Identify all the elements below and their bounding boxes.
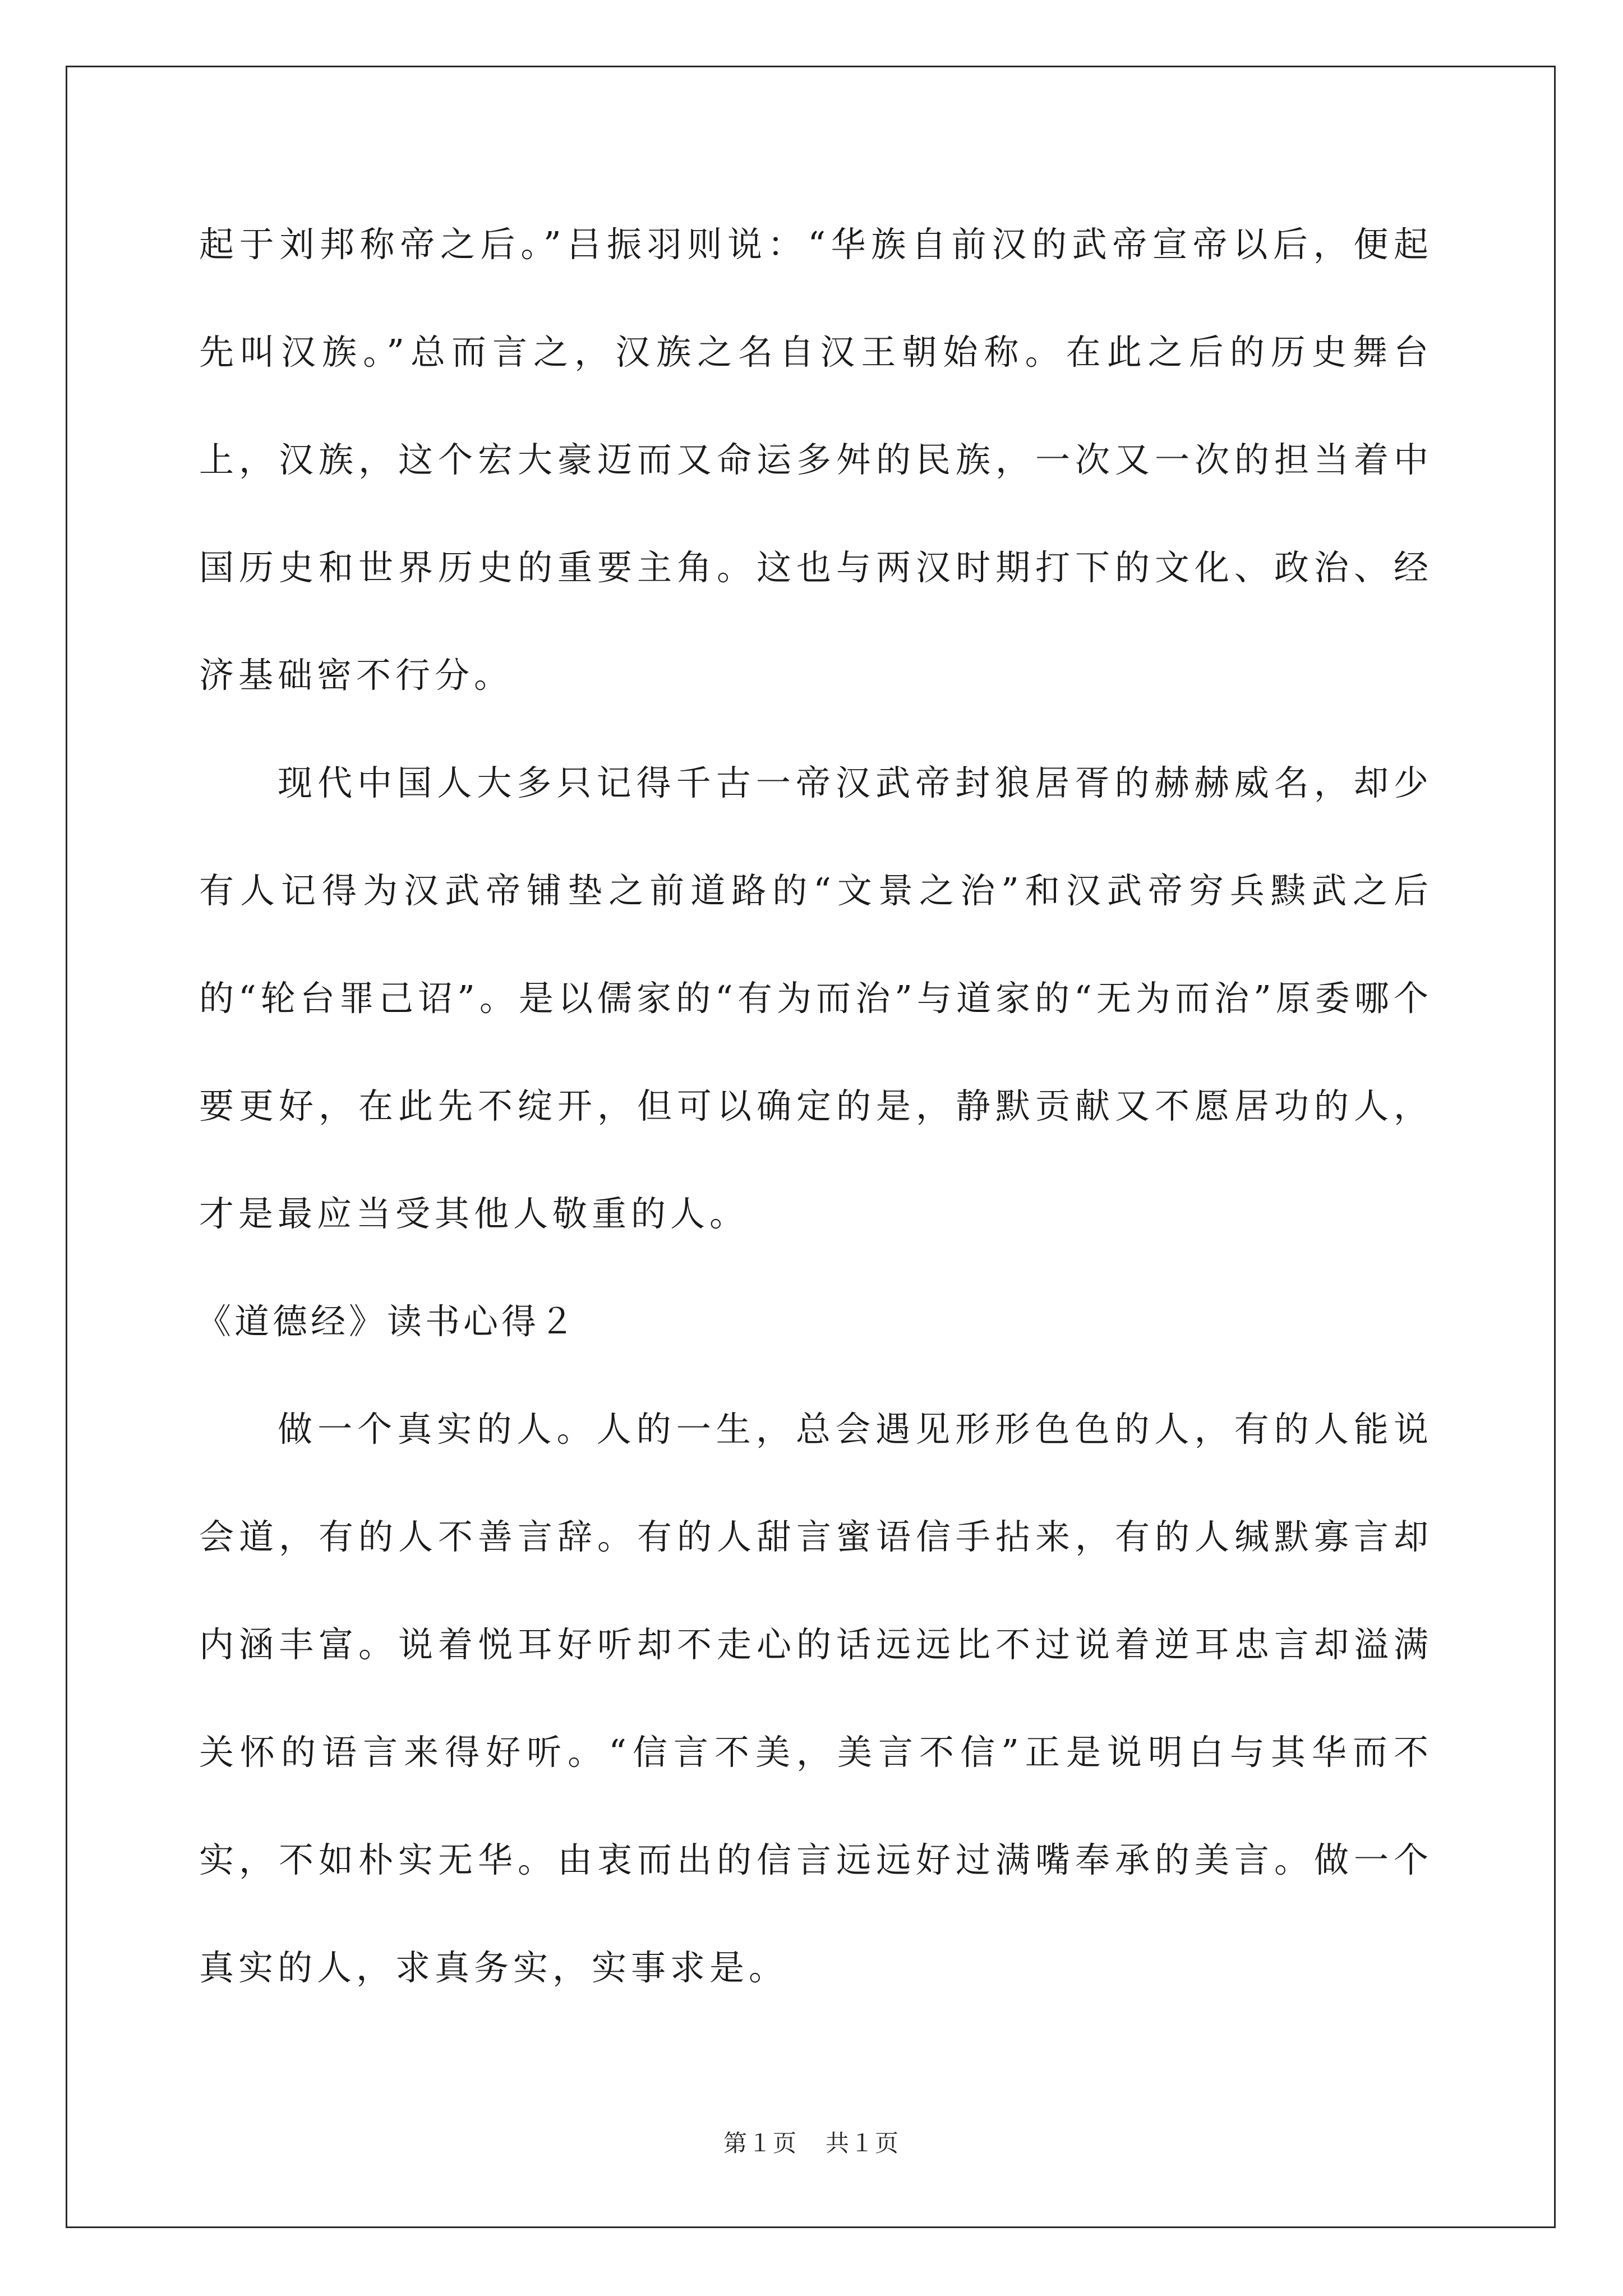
- paragraph-3: 做一个真实的人。人的一生，总会遇见形形色色的人，有的人能说会道，有的人不善言辞。有的人甜言蜜语信手拈来，有的人缄默寡言却内涵丰富。说着悦耳好听却不走心的话远远比不过说着逆耳忠言却溢满关怀的语言来得好听。“信言不美，美言不信”正是说明白与其华而不实，不如朴实无华。由衷而出的信言远远好过满嘴奉承的美言。做一个真实的人，求真务实，实事求是。: [199, 1409, 1433, 1988]
- paragraph-2: 现代中国人大多只记得千古一帝汉武帝封狼居胥的赫赫威名，却少有人记得为汉武帝铺垫之前道路的“文景之治”和汉武帝穷兵黩武之后的“轮台罪己诏”。是以儒家的“有为而治”与道家的“无为而治”原委哪个要更好，在此先不绽开，但可以确定的是，静默贡献又不愿居功的人，才是最应当受其他人敬重的人。: [199, 762, 1433, 1234]
- total-pages: 共１页: [826, 2129, 900, 2157]
- section-heading: 《道德经》读书心得２: [196, 1301, 578, 1342]
- page-footer: [0, 2125, 1623, 2159]
- page-number: 第１页: [723, 2129, 797, 2157]
- document-body: [196, 191, 1433, 2022]
- paragraph-1: 起于刘邦称帝之后。”吕振羽则说：“华族自前汉的武帝宣帝以后，便起先叫汉族。”总而言之，汉族之名自汉王朝始称。在此之后的历史舞台上，汉族，这个宏大豪迈而又命运多舛的民族，一次又一次的担当着中国历史和世界历史的重要主角。这也与两汉时期打下的文化、政治、经济基础密不行分。: [199, 224, 1433, 696]
